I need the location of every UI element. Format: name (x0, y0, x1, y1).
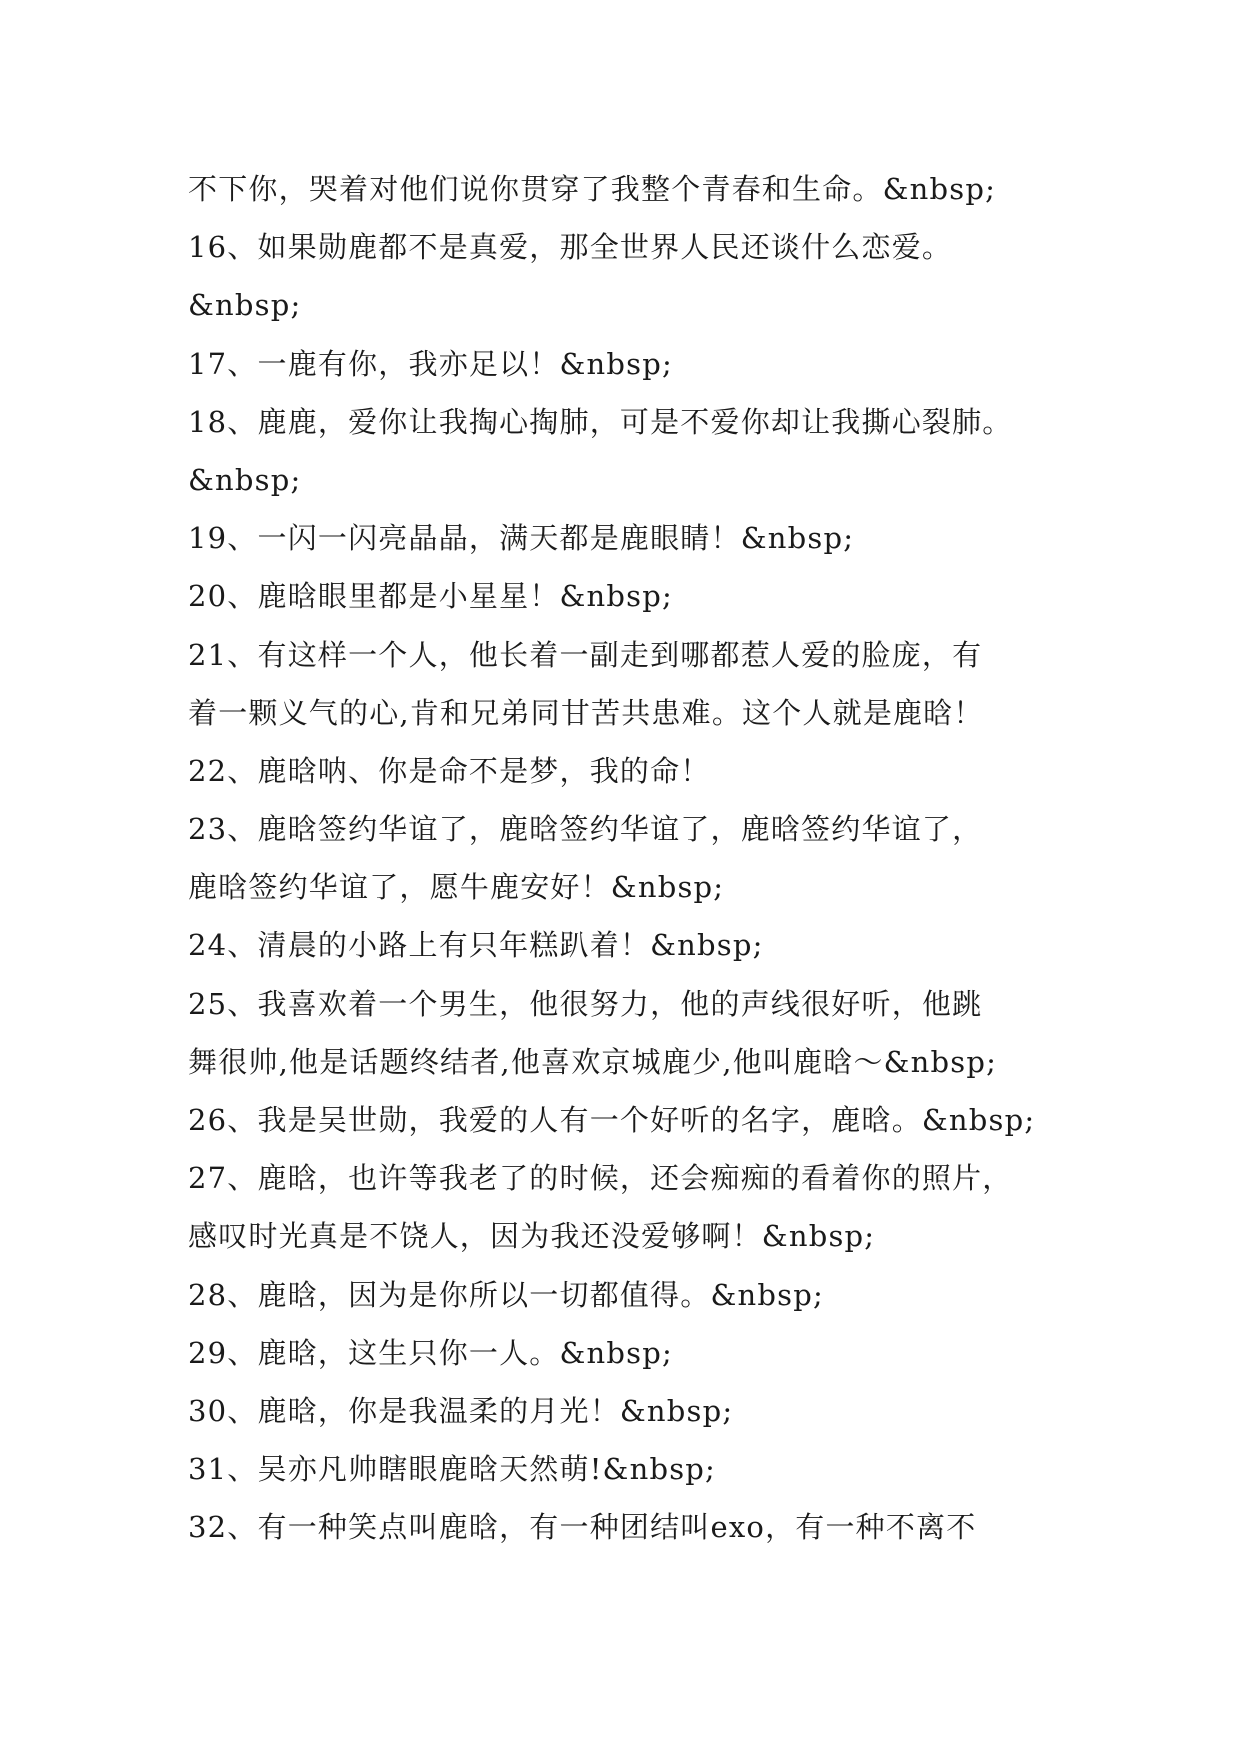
text-line: &nbsp; (188, 288, 302, 323)
text-line: 16、如果勋鹿都不是真爱，那全世界人民还谈什么恋爱。 (188, 230, 953, 265)
document-body (188, 160, 1088, 1557)
text-line: 29、鹿晗，这生只你一人。&nbsp; (188, 1335, 673, 1370)
text-line: &nbsp; (188, 462, 302, 497)
text-line: 19、一闪一闪亮晶晶，满天都是鹿眼睛！&nbsp; (188, 521, 855, 556)
text-line: 31、吴亦凡帅瞎眼鹿晗天然萌!&nbsp; (188, 1452, 717, 1487)
text-line: 着一颗义气的心,肯和兄弟同甘苦共患难。这个人就是鹿晗！ (188, 695, 984, 730)
text-line: 24、清晨的小路上有只年糕趴着！&nbsp; (188, 928, 764, 963)
text-line: 17、一鹿有你，我亦足以！&nbsp; (188, 346, 673, 381)
text-line: 32、有一种笑点叫鹿晗，有一种团结叫exo，有一种不离不 (188, 1510, 977, 1545)
text-line: 22、鹿晗呐、你是命不是梦，我的命！ (188, 753, 711, 788)
text-line: 23、鹿晗签约华谊了，鹿晗签约华谊了，鹿晗签约华谊了， (188, 812, 983, 847)
text-line: 25、我喜欢着一个男生，他很努力，他的声线很好听，他跳 (188, 986, 983, 1021)
text-line: 28、鹿晗，因为是你所以一切都值得。&nbsp; (188, 1277, 824, 1312)
text-line: 不下你，哭着对他们说你贯穿了我整个青春和生命。&nbsp; (188, 172, 997, 206)
text-line: 鹿晗签约华谊了，愿牛鹿安好！&nbsp; (188, 870, 725, 905)
text-line: 感叹时光真是不饶人，因为我还没爱够啊！&nbsp; (188, 1219, 876, 1254)
text-line: 30、鹿晗，你是我温柔的月光！&nbsp; (188, 1393, 734, 1428)
text-line: 18、鹿鹿，爱你让我掏心掏肺，可是不爱你却让我撕心裂肺。 (188, 404, 1013, 439)
text-line: 21、有这样一个人，他长着一副走到哪都惹人爱的脸庞，有 (188, 637, 983, 672)
text-line: 27、鹿晗，也许等我老了的时候，还会痴痴的看着你的照片， (188, 1161, 1013, 1196)
text-line: 26、我是吴世勋，我爱的人有一个好听的名字，鹿晗。&nbsp; (188, 1103, 1036, 1137)
text-line: 20、鹿晗眼里都是小星星！&nbsp; (188, 579, 673, 614)
text-line: 舞很帅,他是话题终结者,他喜欢京城鹿少,他叫鹿晗～&nbsp; (188, 1044, 998, 1079)
